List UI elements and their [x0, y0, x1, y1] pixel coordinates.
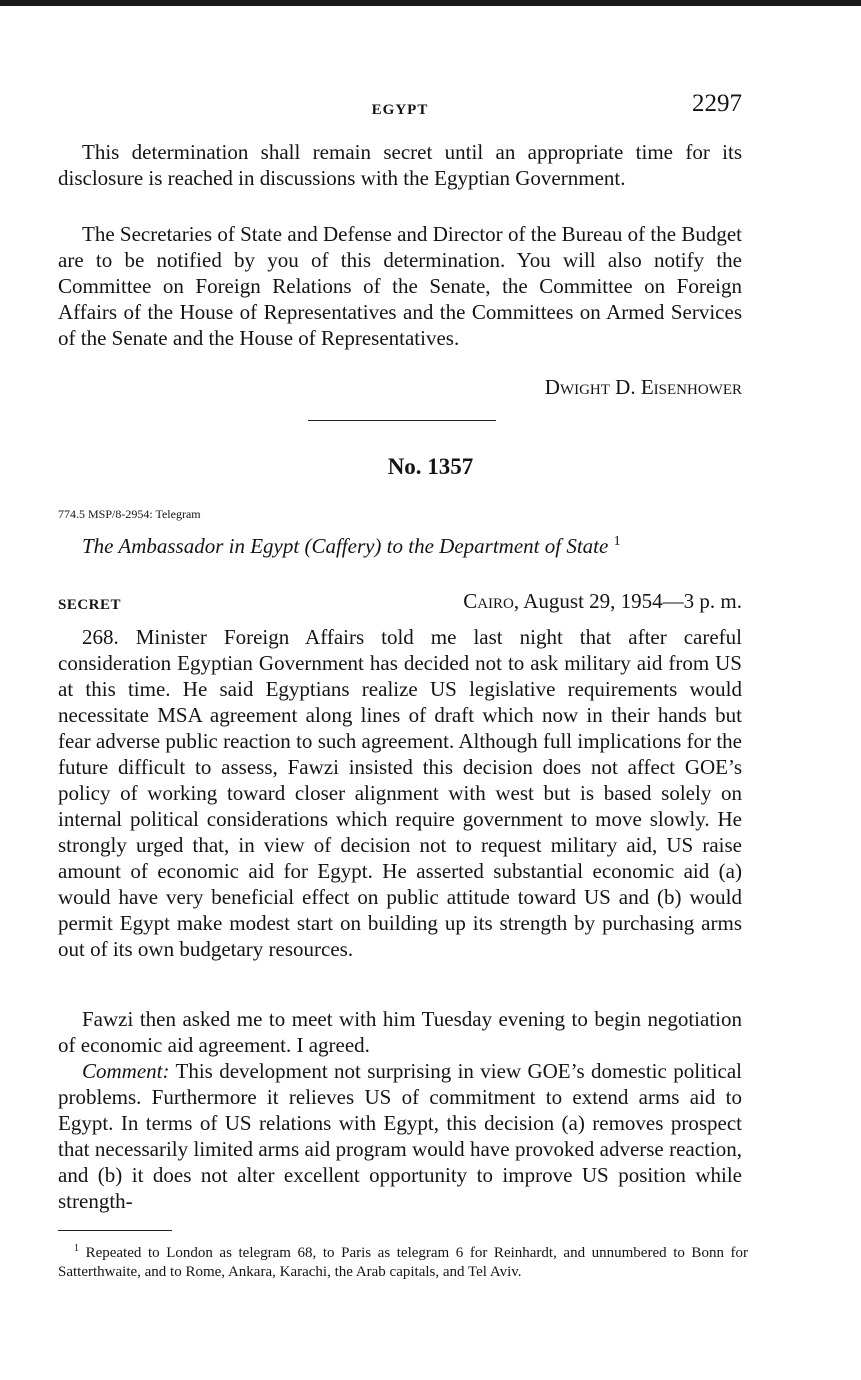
footnote-text: Repeated to London as telegram 68, to Paris as telegram 6 for Reinhardt, and unnumbered to Bonn for Satterthwaite, and to Rome, Ankara, Karachi, the Arab capitals, and Tel Aviv. [58, 1245, 749, 1280]
paragraph-secrecy: This determination shall remain secret until an appropriate time for its disclosure is reached in discussions with the Egyptian Government. [58, 140, 742, 190]
paragraph-notification: The Secretaries of State and Defense and Director of the Bureau of the Budget are to be notified by you of this determination. You will also notify the Committee on Foreign Relations of the Senate, the Committee on Foreign Affairs of the House of Representatives and the Committees on Armed Services of the Senate and the House of Representatives. [58, 222, 742, 350]
dateline [463, 589, 742, 614]
classification-marking: SECRET [58, 597, 122, 613]
running-head: EGYPT [371, 102, 429, 118]
page-top-edge [0, 0, 861, 6]
document-title-text: The Ambassador in Egypt (Caffery) to the Department of State [82, 534, 609, 558]
telegram-paragraph-268: 268. Minister Foreign Affairs told me last night that after careful consideration Egyptian Government has decided not to ask military aid from US at this time. He said Egyptians realize US legislative requirements would necessitate MSA agreement along lines of draft which now in their hands but fear adverse public reaction to such agreement. Although full implications for the future difficult to assess, Fawzi insisted this decision does not affect GOE’s policy of working toward closer alignment with west but is based solely on internal political considerations which require government to move slowly. He strongly urged that, in view of decision not to request military aid, US raise amount of economic aid for Egypt. He asserted substantial economic aid (a) would have very beneficial effect on public attitude toward US and (b) would permit Egypt make modest start on building up its strength by purchasing arms out of its own budgetary resources. [58, 625, 742, 961]
dateline-city: Cairo, [463, 589, 520, 613]
page-header [58, 90, 742, 120]
comment-label: Comment: [82, 1059, 170, 1083]
document-number: No. 1357 [387, 454, 474, 479]
footnote-divider [58, 1230, 172, 1231]
file-reference: 774.5 MSP/8-2954: Telegram [58, 507, 201, 521]
section-divider [308, 420, 496, 421]
footnote-marker: 1 [613, 534, 621, 549]
signature: Dwight D. Eisenhower [544, 375, 742, 399]
footnote-number: 1 [74, 1243, 79, 1254]
dateline-date: August 29, 1954—3 p. m. [523, 589, 742, 613]
telegram-paragraph-meeting: Fawzi then asked me to meet with him Tuesday evening to begin negotiation of economic aid agreement. I agreed. [58, 1007, 742, 1057]
footnote [58, 1239, 748, 1282]
document-title [82, 534, 762, 559]
telegram-paragraph-comment [58, 1058, 742, 1214]
comment-text: This development not surprising in view GOE’s domestic political problems. Furthermore it relieves US of commitment to extend arms aid to Egypt. In terms of US relations with Egypt, this decision (a) removes prospect that necessarily limited arms aid program would have provoked adverse reaction, and (b) it does not alter excellent opportunity to improve US position while strength- [58, 1059, 743, 1213]
page-number: 2297 [692, 90, 742, 117]
